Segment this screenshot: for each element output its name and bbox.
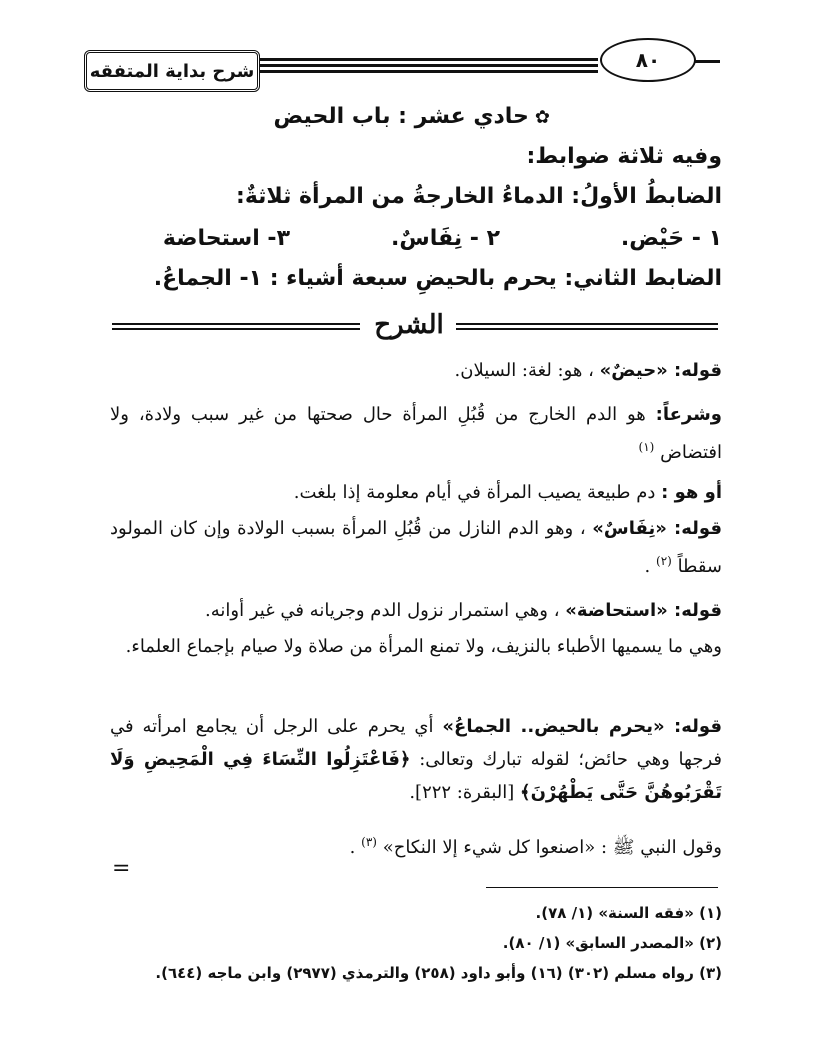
footnote-ref-3[interactable]: (٣) <box>361 835 377 849</box>
paragraph-text: هو الدم الخارج من قُبُلِ المرأة حال صحتها من غير سبب ولادة، ولا افتضاض <box>110 404 722 463</box>
quran-verse: ﴿فَاعْتَزِلُوا النِّسَاءَ فِي الْمَحِيضِ وَلَا تَقْرَبُوهُنَّ حَتَّى يَطْهُرْنَ﴾ <box>110 749 722 803</box>
divider-right <box>456 323 718 333</box>
paragraph-text: وقول النبي ﷺ : «اصنعوا كل شيء إلا النكاح» <box>382 837 722 858</box>
paragraph-text: دم طبيعة يصيب المرأة في أيام معلومة إذا بلغت. <box>293 482 656 503</box>
book-title: شرح بداية المتفقه <box>84 50 260 92</box>
footnote-1: (١) «فقه السنة» (١/ ٧٨). <box>535 904 722 922</box>
divider-left <box>112 323 360 333</box>
sharh-paragraph-4 <box>110 512 722 583</box>
term-aw-huwa: أو هو : <box>661 482 722 503</box>
sharh-paragraph-8 <box>110 826 722 864</box>
header-decorative-rules <box>258 58 598 80</box>
term-sharan: وشرعاً: <box>655 404 722 425</box>
matn-item-1: ١ - حَيْض. <box>620 226 722 251</box>
flower-icon: ✿ <box>534 107 550 128</box>
sharh-paragraph-1 <box>110 354 722 387</box>
quote-nifas: قوله: «نِفَاسٌ» <box>592 518 722 539</box>
paragraph-end: . <box>349 837 356 858</box>
quote-jima: قوله: «يحرم بالحيض.. الجماعُ» <box>442 716 722 737</box>
paragraph-text: أي يحرم على الرجل أن يجامع امرأته في فرجها وهي حائض؛ لقوله تبارك وتعالى: <box>110 716 722 770</box>
footnote-separator <box>486 887 718 888</box>
verse-source: [البقرة: ٢٢٢]. <box>409 782 515 803</box>
footnote-2: (٢) «المصدر السابق» (١/ ٨٠). <box>502 934 722 952</box>
sharh-paragraph-6 <box>110 630 722 663</box>
sharh-paragraph-7 <box>110 710 722 809</box>
matn-item-2: ٢ - نِفَاسٌ. <box>391 226 500 251</box>
footnote-ref-2[interactable]: (٢) <box>656 554 672 568</box>
footnote-3: (٣) رواه مسلم (٣٠٢) (١٦) وأبو داود (٢٥٨) والترمذي (٢٩٧٧) وابن ماجه (٦٤٤). <box>155 964 722 982</box>
page-number: ٨٠ <box>600 38 696 82</box>
sharh-paragraph-5 <box>110 594 722 627</box>
continuation-mark: = <box>112 856 131 881</box>
paragraph-text: ، هو: لغة: السيلان. <box>454 360 594 381</box>
sharh-paragraph-2 <box>110 398 722 469</box>
paragraph-end: . <box>644 556 651 577</box>
paragraph-text: ، وهي استمرار نزول الدم وجريانه في غير أوانه. <box>205 600 560 621</box>
chapter-title <box>274 104 550 129</box>
chapter-title-text: حادي عشر : باب الحيض <box>273 104 529 129</box>
paragraph-text: ، وهو الدم النازل من قُبُلِ المرأة بسبب الولادة وإن كان المولود سقطاً <box>110 518 722 577</box>
quote-istihada: قوله: «استحاضة» <box>565 600 722 621</box>
paragraph-text: وهي ما يسميها الأطباء بالنزيف، ولا تمنع المرأة من صلاة ولا صيام بإجماع العلماء. <box>125 636 722 657</box>
matn-intro: وفيه ثلاثة ضوابط: <box>526 144 722 169</box>
sharh-heading: الشرح <box>374 310 444 340</box>
sharh-paragraph-3 <box>110 476 722 509</box>
matn-item-3: ٣- استحاضة <box>162 226 290 251</box>
footnote-ref-1[interactable]: (١) <box>638 440 655 454</box>
matn-rule-1: الضابطُ الأولُ: الدماءُ الخارجةُ من المرأة ثلاثةٌ: <box>236 184 722 209</box>
quote-haid: قوله: «حيضٌ» <box>599 360 722 381</box>
matn-rule-2: الضابط الثاني: يحرم بالحيضِ سبعة أشياء : ١- الجماعُ. <box>153 266 722 291</box>
